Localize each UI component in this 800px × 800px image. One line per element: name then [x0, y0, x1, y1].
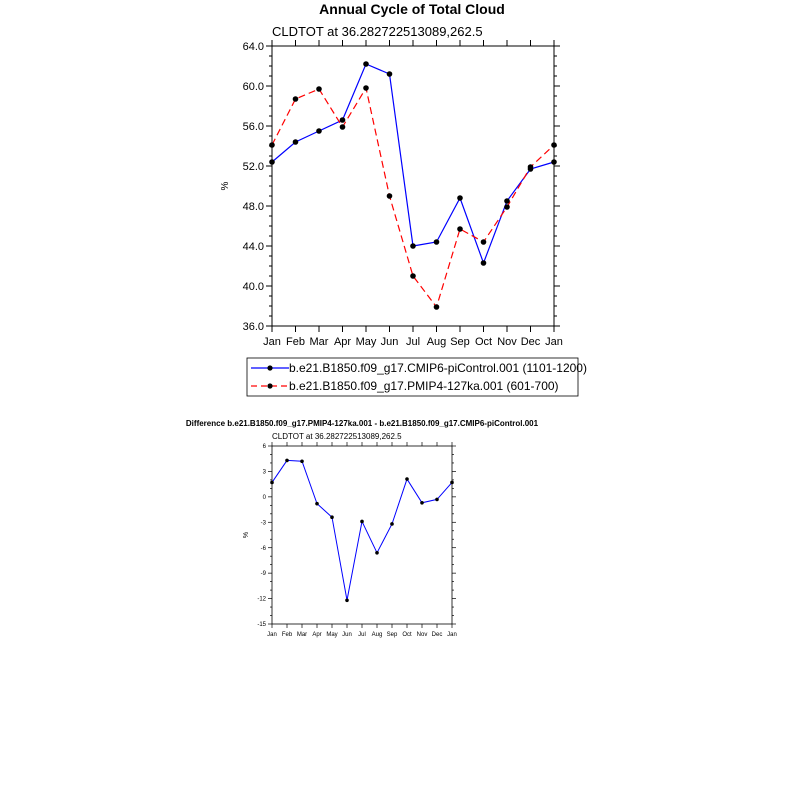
data-point — [434, 304, 440, 310]
y-tick-label: 0 — [262, 494, 266, 501]
y-tick-label: 56.0 — [242, 120, 264, 133]
data-point — [410, 273, 416, 279]
data-point — [340, 124, 346, 130]
plot-series — [269, 61, 557, 310]
data-point — [528, 164, 534, 170]
x-tick-label: Nov — [416, 632, 428, 638]
diff-plot-frame — [272, 446, 452, 624]
y-tick-label: 36.0 — [242, 320, 264, 333]
x-tick-label: Sep — [386, 632, 398, 638]
series-line-0 — [272, 460, 452, 600]
x-tick-label: Jun — [342, 632, 352, 638]
difference-chart — [186, 419, 539, 638]
annual-cycle-chart — [220, 1, 587, 396]
chart-title: Annual Cycle of Total Cloud — [319, 1, 505, 17]
data-point — [293, 139, 299, 145]
data-point — [345, 598, 349, 602]
data-point — [457, 226, 463, 232]
data-point — [360, 520, 364, 524]
x-tick-label: Apr — [333, 336, 352, 348]
x-tick-label: Sep — [450, 336, 470, 348]
legend-marker-piControl — [267, 365, 272, 370]
data-point — [285, 459, 289, 463]
chart-subtitle: CLDTOT at 36.282722513089,262.5 — [272, 24, 483, 39]
x-tick-label: Oct — [402, 632, 412, 638]
y-tick-label: 44.0 — [242, 240, 264, 253]
legend-label-piControl: b.e21.B1850.f09_g17.CMIP6-piControl.001 (1101-1200) — [289, 361, 587, 375]
data-point — [300, 459, 304, 463]
data-point — [481, 239, 487, 245]
diff-chart-title: Difference b.e21.B1850.f09_g17.PMIP4-127ka.001 - b.e21.B1850.f09_g17.CMIP6-piControl.001 — [185, 419, 539, 428]
y-tick-label: 48.0 — [242, 200, 264, 213]
x-tick-label: Jan — [267, 632, 277, 638]
data-point — [293, 96, 299, 102]
data-point — [457, 195, 463, 201]
data-point — [316, 128, 322, 134]
x-tick-label: Apr — [312, 632, 322, 638]
y-tick-label: 64.0 — [242, 40, 264, 53]
y-tick-label: -12 — [257, 596, 266, 603]
data-point — [363, 61, 369, 67]
data-point — [405, 477, 409, 481]
data-point — [375, 551, 379, 555]
data-point — [363, 85, 369, 91]
x-tick-label: Feb — [286, 336, 305, 348]
data-point — [435, 498, 439, 502]
series-line-0 — [272, 64, 554, 263]
y-tick-label: -6 — [260, 545, 266, 552]
plot-frame — [272, 46, 554, 326]
data-point — [410, 243, 416, 249]
legend-label-127ka: b.e21.B1850.f09_g17.PMIP4-127ka.001 (601-700) — [289, 379, 559, 393]
x-tick-label: Jan — [545, 336, 563, 348]
data-point — [504, 198, 510, 204]
x-tick-label: Jul — [405, 336, 421, 348]
x-tick-label: Jan — [447, 632, 457, 638]
y-tick-label: 52.0 — [242, 160, 264, 173]
y-tick-label: 6 — [262, 444, 266, 451]
diff-chart-subtitle: CLDTOT at 36.282722513089,262.5 — [272, 432, 402, 441]
y-tick-label: 3 — [262, 469, 266, 476]
y-tick-label: 60.0 — [242, 80, 264, 93]
data-point — [504, 204, 510, 210]
x-tick-label: Mar — [296, 632, 308, 638]
data-point — [420, 501, 424, 505]
data-point — [330, 515, 334, 519]
x-tick-label: Jul — [358, 632, 366, 638]
x-tick-label: Nov — [497, 336, 517, 348]
x-tick-label: Dec — [520, 336, 541, 348]
y-tick-label: 40.0 — [242, 280, 264, 293]
x-tick-label: Jan — [263, 336, 281, 348]
x-tick-label: May — [326, 632, 338, 638]
x-tick-label: Aug — [371, 632, 383, 638]
data-point — [434, 239, 440, 245]
y-axis-label: % — [220, 181, 231, 191]
x-tick-label: Mar — [309, 336, 329, 348]
x-tick-label: Aug — [426, 336, 447, 348]
data-point — [315, 502, 319, 506]
y-tick-label: -3 — [260, 520, 266, 527]
x-tick-label: Jun — [380, 336, 399, 348]
data-point — [340, 117, 346, 123]
legend — [247, 358, 587, 396]
x-tick-label: Dec — [431, 632, 443, 638]
diff-y-axis-label: % — [243, 531, 250, 539]
diff-plot-series — [270, 459, 454, 602]
data-point — [387, 71, 393, 77]
data-point — [316, 86, 322, 92]
diff-axis-ticks — [257, 442, 457, 638]
x-tick-label: May — [355, 336, 377, 348]
data-point — [387, 193, 393, 199]
legend-marker-127ka — [267, 383, 272, 388]
y-tick-label: -9 — [260, 571, 266, 578]
y-tick-label: -15 — [257, 622, 266, 629]
x-tick-label: Oct — [474, 336, 493, 348]
data-point — [481, 260, 487, 266]
data-point — [390, 522, 394, 526]
x-tick-label: Feb — [281, 632, 293, 638]
